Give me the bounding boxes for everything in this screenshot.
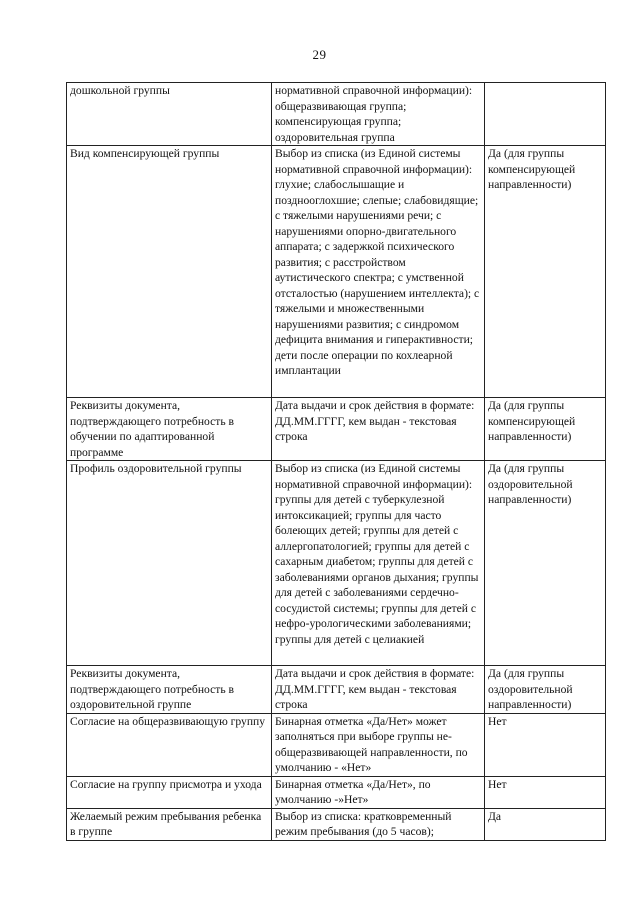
description-text: Дата выдачи и срок действия в формате: ДД.ММ.ГГГГ, кем выдан - текстовая строка: [275, 399, 475, 443]
page-number: 29: [312, 47, 327, 62]
field-name-cell: [67, 776, 272, 808]
description-cell: [272, 808, 485, 840]
table-row: [67, 461, 606, 666]
table-row: [67, 146, 606, 398]
required-text: Да (для группы оздоровительной направленности): [488, 667, 573, 711]
table-row: [67, 713, 606, 776]
required-cell: [485, 398, 606, 461]
field-name-text: Реквизиты документа, подтверждающего потребность в оздоровительной группе: [70, 667, 234, 711]
required-cell: [485, 146, 606, 398]
field-name-text: Желаемый режим пребывания ребенка в группе: [70, 809, 262, 838]
field-name-cell: [67, 83, 272, 146]
required-text: Да: [488, 809, 502, 823]
field-name-text: Профиль оздоровительной группы: [70, 462, 242, 475]
table-row: [67, 83, 606, 146]
field-name-text: Реквизиты документа, подтверждающего потребность в обучении по адаптированной программе: [70, 399, 234, 459]
description-cell: [272, 398, 485, 461]
requirements-table: [66, 82, 606, 841]
required-cell: [485, 83, 606, 146]
description-text: Выбор из списка (из Единой системы нормативной справочной информации): глухие; слабослышащие и позднооглохшие; слепые; слабовидящие; с тяжелыми нарушениями речи; с нарушениями опорно-двигательного аппарата; с задержкой психического развития; с расстройством аутистического спектра; с умственной отсталостью (нарушением интеллекта); с тяжелыми и множественными нарушениями развития; с синдромом дефицита внимания и гиперактивности; дети после операции по кохлеарной имплантации: [275, 147, 480, 377]
required-cell: [485, 461, 606, 666]
description-text: Дата выдачи и срок действия в формате: ДД.ММ.ГГГГ, кем выдан - текстовая строка: [275, 667, 475, 711]
description-text: Бинарная отметка «Да/Нет» может заполняться при выборе группы не-общеразвивающей направленности, по умолчанию - «Нет»: [275, 714, 468, 774]
table-row: [67, 808, 606, 840]
description-cell: [272, 713, 485, 776]
required-text: Нет: [488, 714, 507, 728]
required-text: Нет: [488, 777, 507, 791]
description-text: нормативной справочной информации): общеразвивающая группа; компенсирующая группа; оздоровительная группа: [275, 84, 473, 144]
description-cell: [272, 776, 485, 808]
field-name-cell: [67, 666, 272, 714]
field-name-cell: [67, 398, 272, 461]
field-name-cell: [67, 461, 272, 666]
description-text: Выбор из списка: кратковременный режим пребывания (до 5 часов);: [275, 809, 452, 838]
field-name-text: Вид компенсирующей группы: [70, 147, 220, 160]
field-name-text: Согласие на общеразвивающую группу: [70, 714, 266, 728]
description-text: Бинарная отметка «Да/Нет», по умолчанию -»Нет»: [275, 777, 431, 806]
description-cell: [272, 83, 485, 146]
description-cell: [272, 461, 485, 666]
required-cell: [485, 776, 606, 808]
description-text: Выбор из списка (из Единой системы нормативной справочной информации): группы для детей с туберкулезной интоксикацией; группы для часто болеющих детей; группы для детей с аллергопатологией; группы для детей с сахарным диабетом; группы для детей с заболеваниями органов дыхания; группы для детей с заболеваниями сердечно-сосудистой системы; группы для детей с нефро-урологическими заболеваниями; группы для детей с целиакией: [275, 462, 479, 646]
required-cell: [485, 808, 606, 840]
required-cell: [485, 666, 606, 714]
field-name-text: Согласие на группу присмотра и ухода: [70, 777, 262, 791]
required-cell: [485, 713, 606, 776]
description-cell: [272, 146, 485, 398]
required-text: Да (для группы компенсирующей направленности): [488, 147, 576, 191]
table-row: [67, 666, 606, 714]
table-row: [67, 398, 606, 461]
required-text: Да (для группы компенсирующей направленности): [488, 399, 576, 443]
field-name-cell: [67, 713, 272, 776]
field-name-cell: [67, 808, 272, 840]
field-name-text: дошкольной группы: [70, 84, 170, 97]
table-row: [67, 776, 606, 808]
description-cell: [272, 666, 485, 714]
field-name-cell: [67, 146, 272, 398]
required-text: Да (для группы оздоровительной направленности): [488, 462, 573, 506]
